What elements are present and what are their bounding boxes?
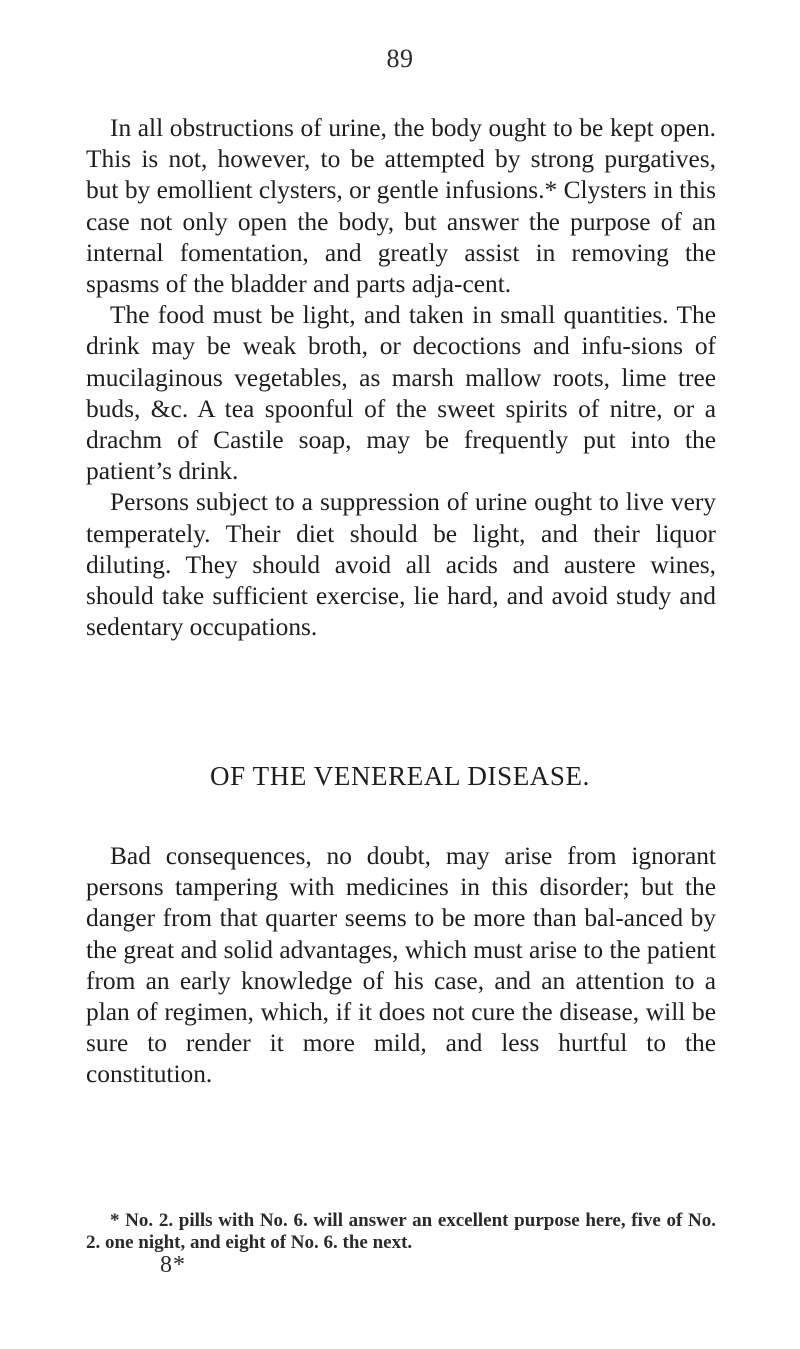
section-heading: OF THE VENEREAL DISEASE.: [210, 761, 590, 791]
section-urine-obstruction: [86, 113, 716, 643]
paragraph: Persons subject to a suppression of urine ought to live very temperately. Their diet should be light, and their liquor diluting. They should avoid all acids and austere wines, should take sufficient exercise, lie hard, and avoid study and sedentary occupations.: [86, 488, 716, 642]
footnote-text: * No. 2. pills with No. 6. will answer an excellent purpose here, five of No. 2. one night, and eight of No. 6. the next.: [86, 1210, 716, 1253]
signature-mark: 8*: [160, 1252, 186, 1278]
paragraph: Bad consequences, no doubt, may arise from ignorant persons tampering with medicines in this disorder; but the danger from that quarter seems to be more than bal-anced by the great and solid advantages, which must arise to the patient from an early knowledge of his case, and an attention to a plan of regimen, which, if it does not cure the disease, will be sure to render it more mild, and less hurtful to the constitution.: [86, 842, 716, 1089]
paragraph: The food must be light, and taken in small quantities. The drink may be weak broth, or decoctions and infu-sions of mucilaginous vegetables, as marsh mallow roots, lime tree buds, &c. A tea spoonful of the sweet spirits of nitre, or a drachm of Castile soap, may be frequently put into the patient’s drink.: [86, 301, 716, 486]
paragraph: In all obstructions of urine, the body ought to be kept open. This is not, however, to be attempted by strong purgatives, but by emollient clysters, or gentle infusions.* Clysters in this case not only open the body, but answer the purpose of an internal fomentation, and greatly assist in removing the spasms of the bladder and parts adja-cent.: [86, 114, 716, 299]
page-number: 89: [386, 44, 414, 73]
section-venereal-disease: [86, 841, 716, 1091]
footnote: [86, 1210, 716, 1254]
